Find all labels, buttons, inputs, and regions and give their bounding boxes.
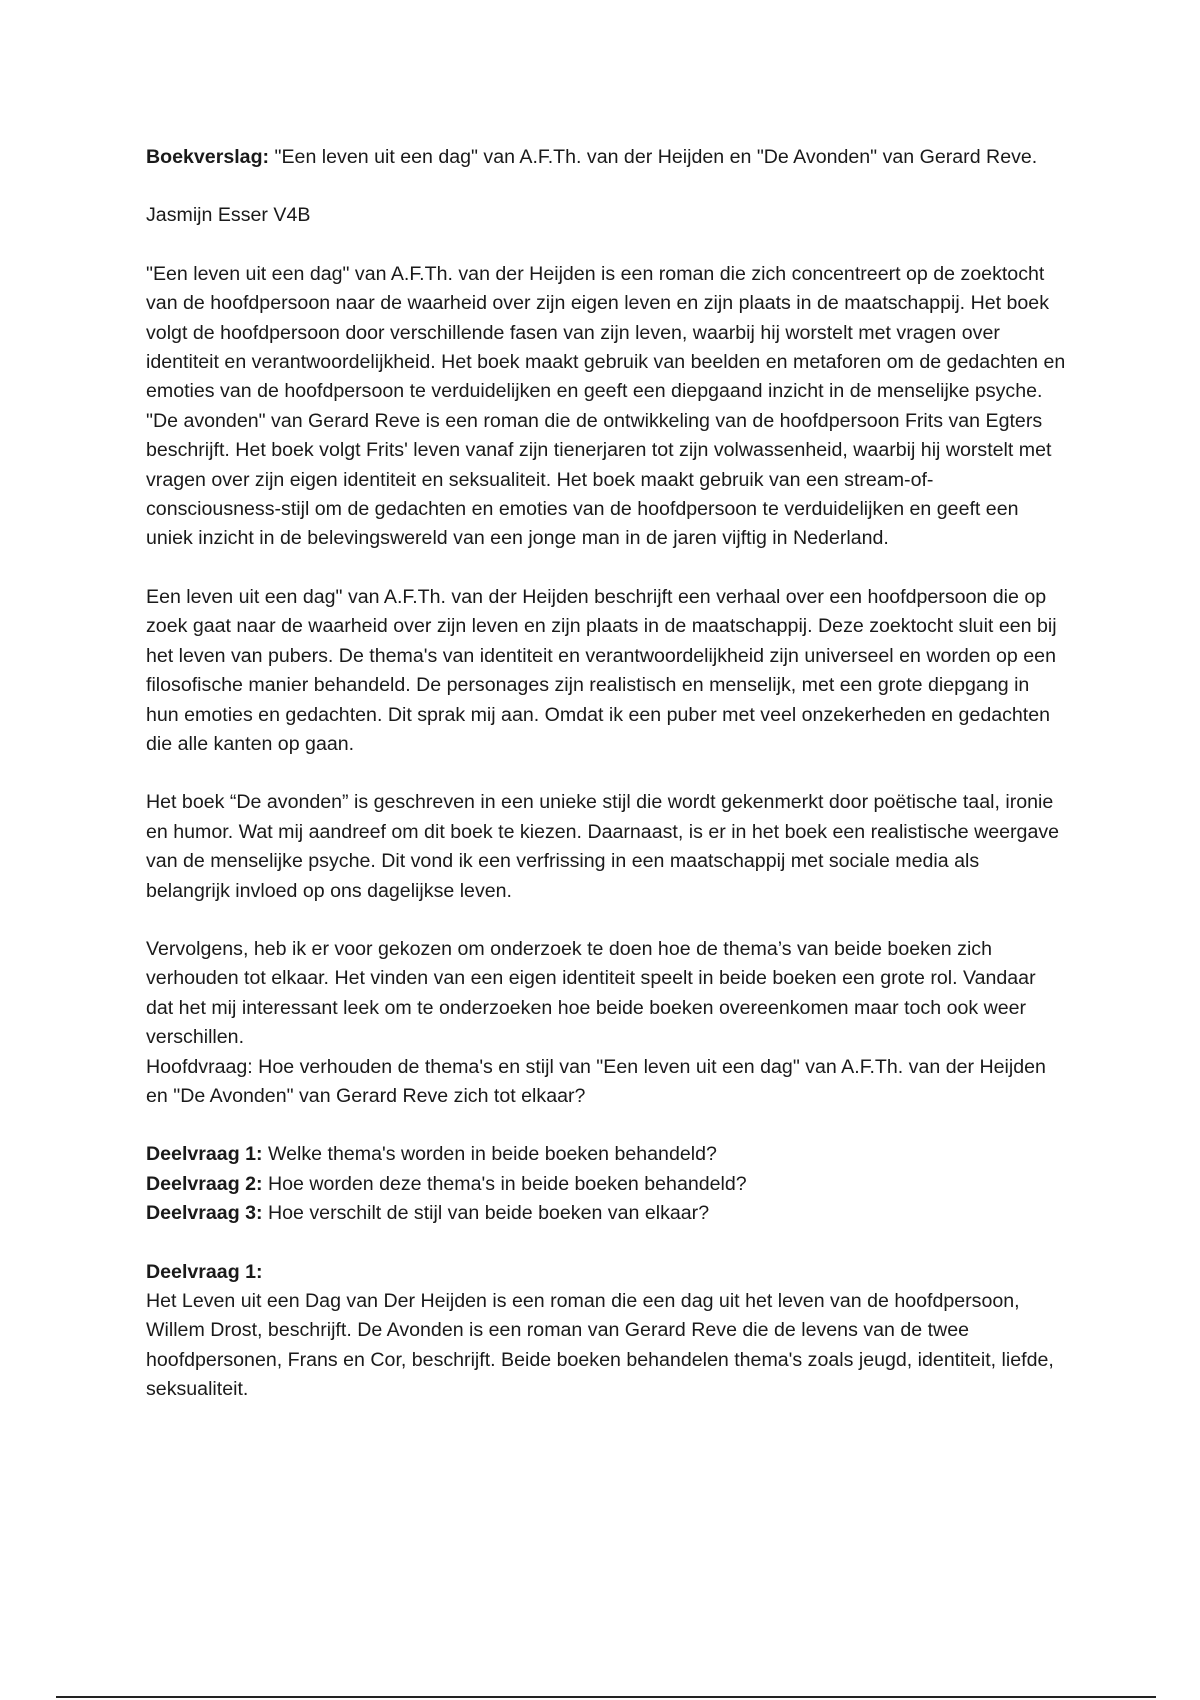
section-body: Het Leven uit een Dag van Der Heijden is een roman die een dag uit het leven van de hoofdpersoon, Willem Drost, beschrijft. De Avonden is een roman van Gerard Reve die de levens van de twee hoofdpersonen, Frans en Cor, beschrijft. Beide boeken behandelen thema's zoals jeugd, identiteit, liefde, seksualiteit.: [146, 1290, 1054, 1401]
sub-question-label: Deelvraag 3:: [146, 1202, 263, 1225]
sub-question-text: Hoe worden deze thema's in beide boeken behandeld?: [262, 1172, 747, 1195]
sub-question-label: Deelvraag 1:: [146, 1143, 263, 1166]
paragraph-research-choice: Vervolgens, heb ik er voor gekozen om onderzoek te doen hoe de thema’s van beide boeken zich verhouden tot elkaar. Het vinden van een eigen identiteit speelt in beide boeken een grote rol. Vandaar dat het mij interessant leek om te onderzoeken hoe beide boeken overeenkomen maar toch ook weer verschillen.: [146, 937, 1036, 1049]
sub-questions-list: [146, 1140, 1066, 1228]
title-label: Boekverslag:: [146, 146, 270, 168]
sub-question-label: Deelvraag 2:: [146, 1172, 263, 1195]
sub-question-text: Hoe verschilt de stijl van beide boeken van elkaar?: [262, 1202, 710, 1225]
section-heading: [146, 1258, 1066, 1287]
paragraph-motivation-book2: Het boek “De avonden” is geschreven in een unieke stijl die wordt gekenmerkt door poëtische taal, ironie en humor. Wat mij aandreef om dit boek te kiezen. Daarnaast, is er in het boek een realistische weergave van de menselijke psyche. Dit vond ik een verfrissing in een maatschappij met sociale media als belangrijk invloed op ons dagelijkse leven.: [146, 791, 1060, 902]
section-deelvraag-1: [146, 1258, 1066, 1405]
document-title: [146, 143, 1046, 172]
sub-question: [146, 1199, 1066, 1228]
title-text: "Een leven uit een dag" van A.F.Th. van der Heijden en "De Avonden" van Gerard Reve.: [269, 146, 1038, 168]
page-bottom-rule: [56, 1696, 1156, 1698]
paragraph-summary: "Een leven uit een dag" van A.F.Th. van der Heijden is een roman die zich concentreert op de zoektocht van de hoofdpersoon naar de waarheid over zijn eigen leven en zijn plaats in de maatschappij. Het boek volgt de hoofdpersoon door verschillende fasen van zijn leven, waarbij hij worstelt met vragen over identiteit en verantwoordelijkheid. Het boek maakt gebruik van beelden en metaforen om de gedachten en emoties van de hoofdpersoon te verduidelijken en geeft een diepgaand inzicht in de menselijke psyche. "De avonden" van Gerard Reve is een roman die de ontwikkeling van de hoofdpersoon Frits van Egters beschrijft. Het boek volgt Frits' leven vanaf zijn tienerjaren tot zijn volwassenheid, waarbij hij worstelt met vragen over zijn eigen identiteit en seksualiteit. Het boek maakt gebruik van een stream-of-consciousness-stijl om de gedachten en emoties van de hoofdpersoon te verduidelijken en geeft een uniek inzicht in de belevingswereld van een jonge man in de jaren vijftig in Nederland.: [146, 262, 1066, 550]
main-question: Hoofdvraag: Hoe verhouden de thema's en stijl van "Een leven uit een dag" van A.F.Th. van der Heijden en "De Avonden" van Gerard Reve zich tot elkaar?: [146, 1055, 1046, 1107]
author-line: Jasmijn Esser V4B: [146, 204, 311, 227]
paragraph-motivation-book1: Een leven uit een dag" van A.F.Th. van der Heijden beschrijft een verhaal over een hoofdpersoon die op zoek gaat naar de waarheid over zijn leven en zijn plaats in de maatschappij. Deze zoektocht sluit een bij het leven van pubers. De thema's van identiteit en verantwoordelijkheid zijn universeel en worden op een filosofische manier behandeld. De personages zijn realistisch en menselijk, met een grote diepgang in hun emoties en gedachten. Dit sprak mij aan. Omdat ik een puber met veel onzekerheden en gedachten die alle kanten op gaan.: [146, 585, 1057, 755]
sub-question: [146, 1140, 1066, 1169]
sub-question: [146, 1170, 1066, 1199]
document-page: [146, 143, 1066, 1405]
sub-question-text: Welke thema's worden in beide boeken behandeld?: [262, 1143, 717, 1166]
section-heading-label: Deelvraag 1:: [146, 1260, 263, 1283]
